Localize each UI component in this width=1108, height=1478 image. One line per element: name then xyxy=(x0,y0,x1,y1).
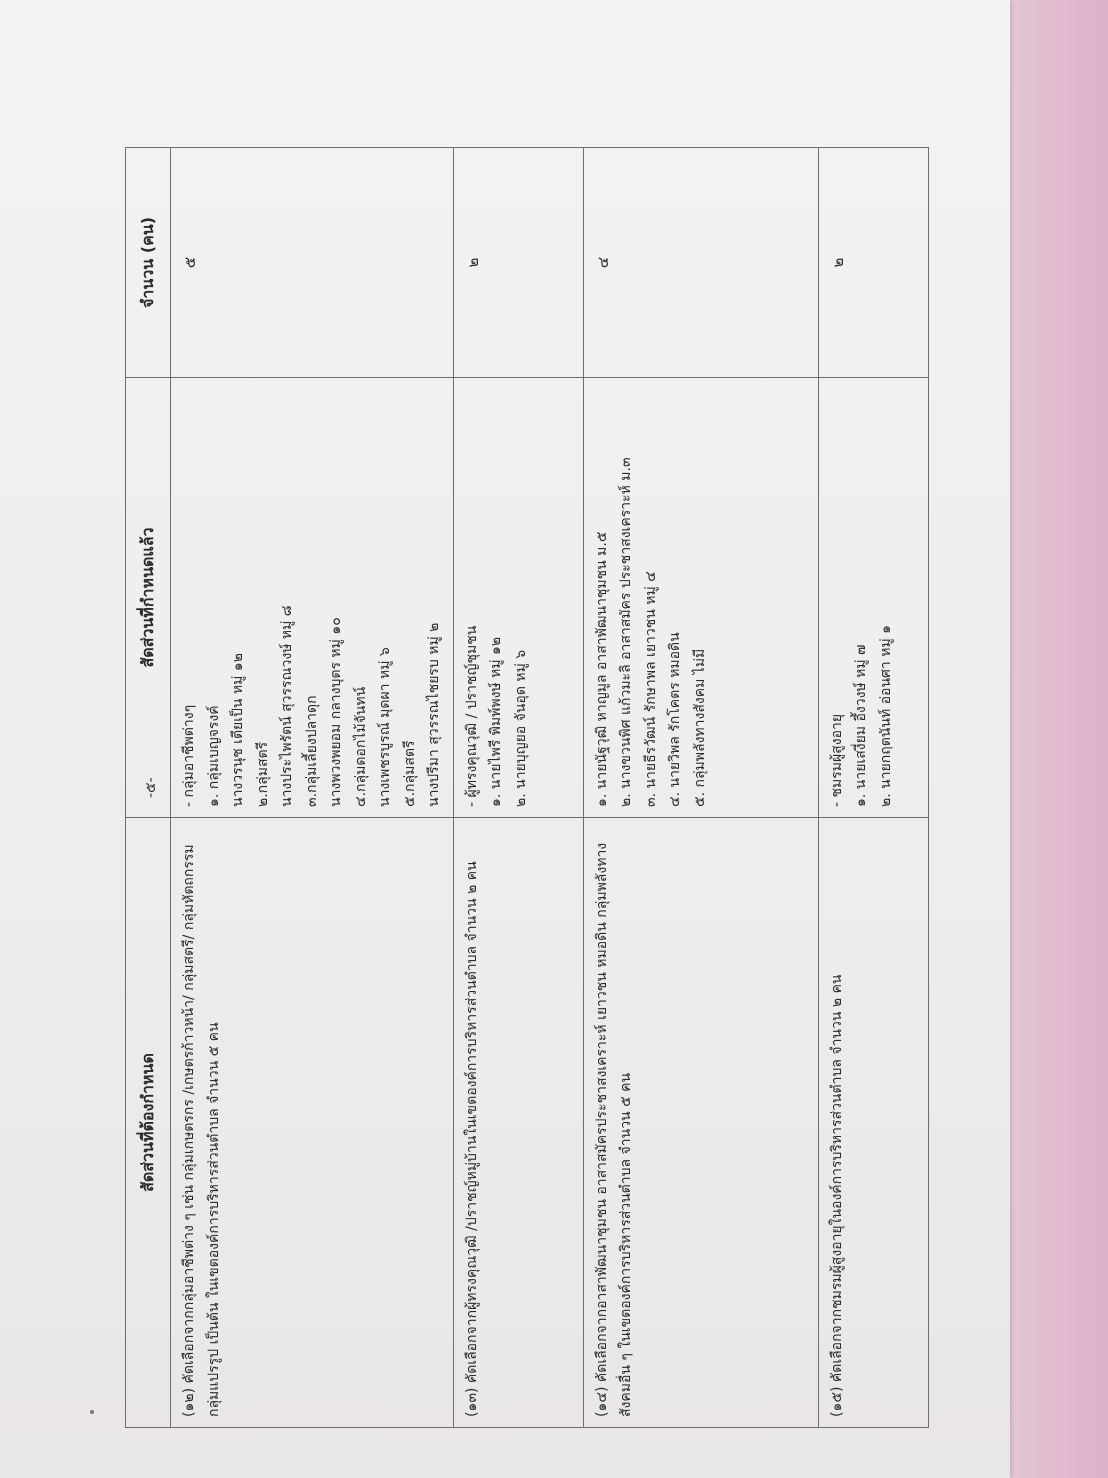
table-header-row xyxy=(126,148,171,1428)
assigned-line: ๑. นายนัฐวุฒิ หาญมูล อาสาพัฒนาชุมชน ม.๕ xyxy=(593,531,610,807)
assigned-line: ๕. กลุ่มพลังทางสังคม ไม่มี xyxy=(691,648,708,807)
assigned-line: ๑. กลุ่มเบญจรงค์ xyxy=(205,705,222,807)
assigned-line: ๓. นายธีรวัฒน์ รักษาพล เยาวชน หมู่ ๔ xyxy=(642,571,659,807)
assigned-line: นางวรนุช เตียเป็น หมู่ ๑๒ xyxy=(230,653,246,807)
assigned-line: ๑. นายไพรี พิมพ์พงษ์ หมู่ ๑๒ xyxy=(488,636,504,807)
assigned-line: - ชมรมผู้สูงอายุ xyxy=(828,713,845,807)
assigned-line: ๔.กลุ่มดอกไม้จันทน์ xyxy=(352,686,369,807)
assigned-cell xyxy=(171,378,454,818)
required-cell: (๑๔) คัดเลือกจากอาสาพัฒนาชุมชน อาสาสมัครประชาสงเคราะห์ เยาวชน หมอดิน กลุ่มพลังทางสังคมอื่น ๆ ในเขตองค์การบริหารส่วนตำบล จำนวน ๕ คน xyxy=(583,818,818,1428)
assigned-cell xyxy=(453,378,583,818)
count-cell: ๒ xyxy=(453,148,583,378)
assigned-line: ๔. นายวิพล รักโคตร หมอดิน xyxy=(667,632,683,807)
count-cell: ๕ xyxy=(171,148,454,378)
header-required-proportion: สัดส่วนที่ต้องกำหนด xyxy=(126,818,171,1428)
assigned-line: ๕.กลุ่มสตรี xyxy=(401,740,418,807)
assigned-line: ๒.กลุ่มสตรี xyxy=(254,741,271,807)
page-number: -๕- xyxy=(143,777,159,798)
count-cell: ๔ xyxy=(583,148,818,378)
assigned-line: - ผู้ทรงคุณวุฒิ / ปราชญ์ชุมชน xyxy=(463,625,480,807)
assigned-line: นางพวงพยอม กลางบุตร หมู่ ๑๐ xyxy=(328,617,344,807)
assigned-line: ๓.กลุ่มเลี้ยงปลาดุก xyxy=(303,695,320,807)
paper-mark xyxy=(90,1410,94,1414)
assigned-line: นางเพชรบูรณ์ มุดผา หมู่ ๖ xyxy=(377,647,393,807)
assigned-cell xyxy=(818,378,928,818)
assigned-line: ๒. นายกฤตนันท์ อ่อนศา หมู่ ๑ xyxy=(877,624,894,807)
assigned-line: นางประไพรัตน์ สุวรรณวงษ์ หมู่ ๘ xyxy=(279,605,295,807)
table-row xyxy=(583,148,818,1428)
assigned-line: ๒. นายบุญยอ จันอุด หมู่ ๖ xyxy=(512,649,529,807)
assigned-line: ๒. นางขวนพิศ แก้วมะลิ อาสาสมัคร ประชาสงเคราะห์ ม.๓ xyxy=(618,457,634,807)
table-row xyxy=(171,148,454,1428)
required-cell: (๑๕) คัดเลือกจากชมรมผู้สูงอายุในองค์การบริหารส่วนตำบล จำนวน ๒ คน xyxy=(818,818,928,1428)
table-row xyxy=(818,148,928,1428)
count-cell: ๒ xyxy=(818,148,928,378)
table-row xyxy=(453,148,583,1428)
required-cell: (๑๒) คัดเลือกจากกลุ่มอาชีพต่าง ๆ เช่น กลุ่มเกษตรกร /เกษตรก้าวหน้า/ กลุ่มสตรี/ กลุ่มหัตถกรรม กลุ่มแปรรูป เป็นต้น ในเขตองค์การบริหารส่วนตำบล จำนวน ๕ คน xyxy=(171,818,454,1428)
assigned-cell xyxy=(583,378,818,818)
rotated-document xyxy=(60,98,1000,1478)
assigned-line: นางปรีมา สุวรรณไชยรบ หมู่ ๒ xyxy=(426,622,442,807)
assigned-line: ๑. นายเสงี่ยม อึ้งวงษ์ หมู่ ๗ xyxy=(853,644,869,807)
header-count: จำนวน (คน) xyxy=(126,148,171,378)
representation-table xyxy=(125,147,929,1428)
required-cell: (๑๓) คัดเลือกจากผู้ทรงคุณวุฒิ /ปราชญ์หมู่บ้านในเขตองค์การบริหารส่วนตำบล จำนวน ๒ คน xyxy=(453,818,583,1428)
assigned-line: - กลุ่มอาชีพต่างๆ xyxy=(181,704,197,807)
header-assigned-proportion: สัดส่วนที่กำหนดแล้ว xyxy=(126,378,171,818)
